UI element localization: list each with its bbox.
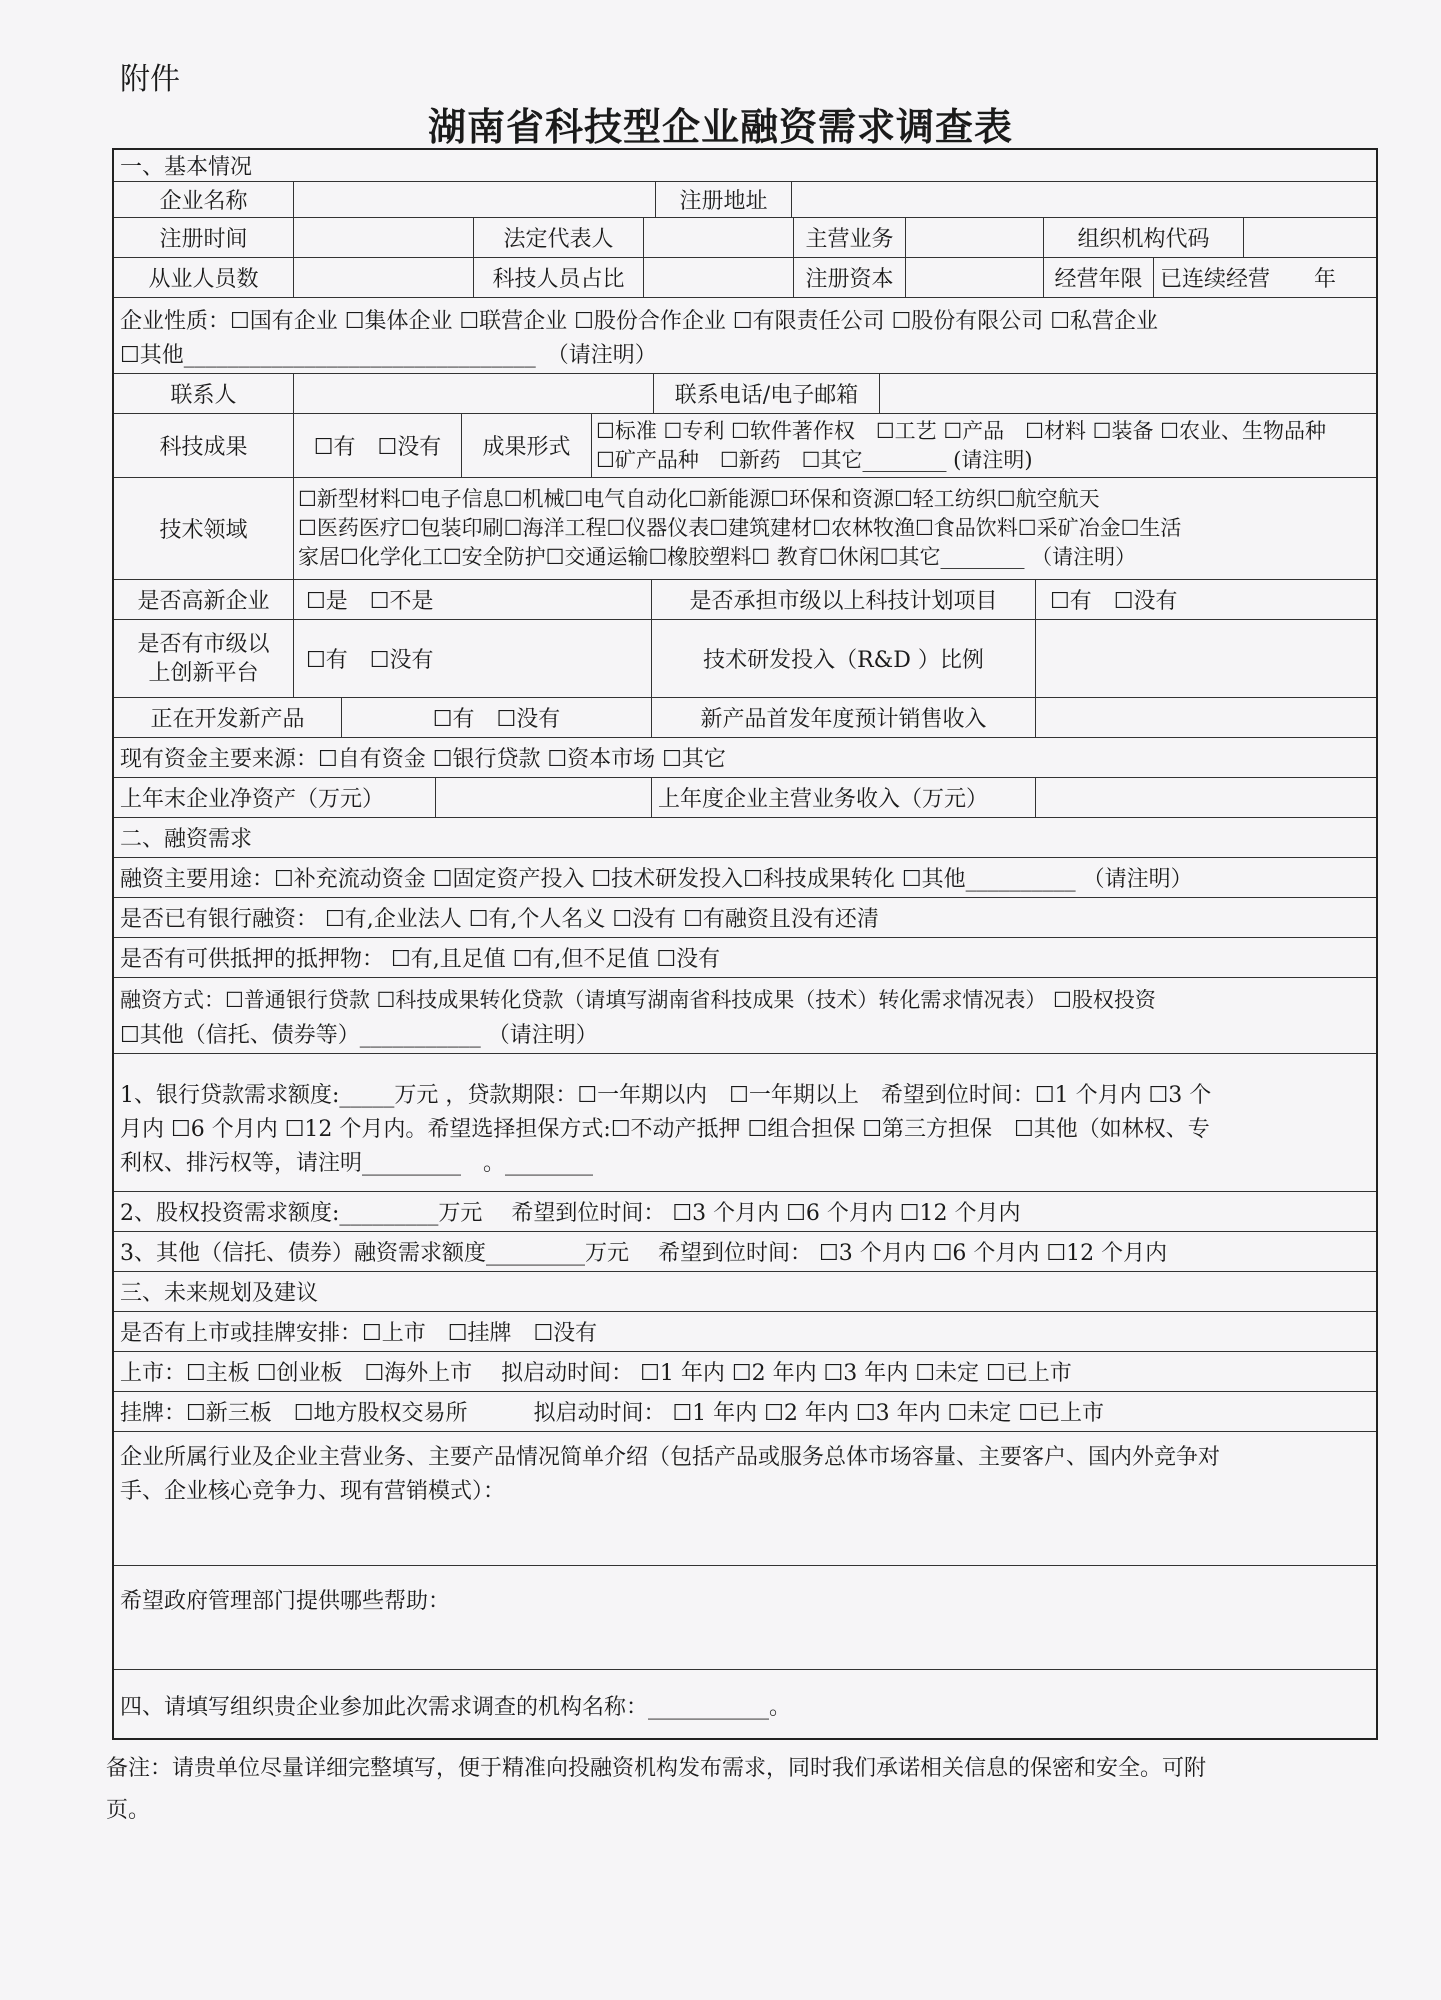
company-row [114, 182, 1376, 218]
reg-time-label: 注册时间 [114, 218, 294, 257]
other-financing-options[interactable]: 3、其他（信托、债券）融资需求额度_________万元 希望到位时间： ☐3 个月内 ☐6 个月内 ☐12 个月内 [120, 1241, 1168, 1266]
survey-form [112, 148, 1378, 1740]
listing-detail-row [114, 1352, 1376, 1392]
achievement-form-label: 成果形式 [462, 414, 592, 477]
high-tech-label: 是否高新企业 [114, 580, 294, 619]
main-revenue-field[interactable] [1036, 778, 1380, 817]
tech-staff-ratio-field[interactable] [644, 258, 794, 297]
achievement-form-options[interactable]: ☐标准 ☐专利 ☐软件著作权 ☐工艺 ☐产品 ☐材料 ☐装备 ☐农业、生物品种 ☐矿产品种 ☐新药 ☐其它________ (请注明) [596, 418, 1326, 472]
listing-options[interactable]: 是否有上市或挂牌安排：☐上市 ☐挂牌 ☐没有 [120, 1321, 598, 1346]
existing-financing-row [114, 898, 1376, 938]
tech-achievement-options[interactable]: ☐有 ☐没有 [294, 414, 462, 477]
new-product-label: 正在开发新产品 [114, 698, 342, 737]
usage-options[interactable]: 融资主要用途：☐补充流动资金 ☐固定资产投入 ☐技术研发投入☐科技成果转化 ☐其他__________ （请注明） [120, 867, 1193, 892]
bank-loan-line-1[interactable]: 1、银行贷款需求额度:_____万元 ，贷款期限：☐一年期以内 ☐一年期以上 希望到位时间：☐1 个月内 ☐3 个 [120, 1083, 1212, 1108]
years-field[interactable]: 已连续经营 年 [1160, 267, 1337, 292]
bank-loan-row [114, 1054, 1376, 1192]
intro-row [114, 1432, 1376, 1566]
bank-loan-line-2[interactable]: 月内 ☐6 个月内 ☐12 个月内。希望选择担保方式:☐不动产抵押 ☐组合担保 ☐第三方担保 ☐其他（如林权、专 [120, 1117, 1210, 1142]
section1-heading-row [114, 150, 1376, 182]
contact-label: 联系人 [114, 374, 294, 413]
platform-row [114, 620, 1376, 698]
tech-field-row [114, 478, 1376, 580]
rd-ratio-label: 技术研发投入（R&D ）比例 [652, 620, 1036, 697]
main-revenue-label: 上年度企业主营业务收入（万元） [652, 778, 1036, 817]
fund-source-options[interactable]: 现有资金主要来源：☐自有资金 ☐银行贷款 ☐资本市场 ☐其它 [120, 747, 726, 772]
new-product-options[interactable]: ☐有 ☐没有 [342, 698, 652, 737]
contact-phone-label: 联系电话/电子邮箱 [654, 374, 880, 413]
attachment-label: 附件 [120, 62, 180, 97]
reg-time-field[interactable] [294, 218, 474, 257]
new-product-sales-label: 新产品首发年度预计销售收入 [652, 698, 1036, 737]
existing-financing-options[interactable]: 是否已有银行融资： ☐有,企业法人 ☐有,个人名义 ☐没有 ☐有融资且没有还清 [120, 907, 879, 932]
equity-options[interactable]: 2、股权投资需求额度:_________万元 希望到位时间： ☐3 个月内 ☐6 个月内 ☐12 个月内 [120, 1201, 1021, 1226]
reg-address-label: 注册地址 [656, 182, 792, 217]
company-name-field[interactable] [294, 182, 656, 217]
org-code-label: 组织机构代码 [1044, 218, 1244, 257]
main-business-field[interactable] [906, 218, 1044, 257]
high-tech-row [114, 580, 1376, 620]
high-tech-options[interactable]: ☐是 ☐不是 [294, 580, 652, 619]
platform-options[interactable]: ☐有 ☐没有 [294, 620, 652, 697]
contact-row [114, 374, 1376, 414]
nature-options[interactable]: 企业性质：☐国有企业 ☐集体企业 ☐联营企业 ☐股份合作企业 ☐有限责任公司 ☐股份有限公司 ☐私营企业 [120, 309, 1159, 334]
footer-note-line-2: 页。 [106, 1798, 151, 1823]
nature-row [114, 298, 1376, 374]
help-row [114, 1566, 1376, 1670]
footer-note [106, 1748, 1376, 1832]
tech-staff-ratio-label: 科技人员占比 [474, 258, 644, 297]
footer-note-line-1: 备注：请贵单位尽量详细完整填写，便于精准向投融资机构发布需求，同时我们承诺相关信息的保密和安全。可附 [106, 1756, 1207, 1781]
section2-heading: 二、融资需求 [120, 827, 253, 852]
new-product-sales-field[interactable] [1036, 698, 1380, 737]
fund-source-row [114, 738, 1376, 778]
section4-row [114, 1670, 1376, 1740]
legal-rep-field[interactable] [644, 218, 794, 257]
method-other[interactable]: ☐其他（信托、债券等）___________ （请注明） [120, 1023, 598, 1048]
contact-phone-field[interactable] [880, 374, 1380, 413]
section3-heading-row [114, 1272, 1376, 1312]
board-detail-row [114, 1392, 1376, 1432]
org-code-field[interactable] [1244, 218, 1380, 257]
tech-field-options[interactable]: ☐新型材料☐电子信息☐机械☐电气自动化☐新能源☐环保和资源☐轻工纺织☐航空航天 ☐医药医疗☐包装印刷☐海洋工程☐仪器仪表☐建筑建材☐农林牧渔☐食品饮料☐采矿冶金☐生活 家居☐化学化工☐安全防护☐交通运输☐橡胶塑料☐ 教育☐休闲☐其它________ （请注明） [298, 487, 1182, 569]
board-detail-options[interactable]: 挂牌：☐新三板 ☐地方股权交易所 拟启动时间： ☐1 年内 ☐2 年内 ☐3 年内 ☐未定 ☐已上市 [120, 1401, 1104, 1426]
section3-heading: 三、未来规划及建议 [120, 1281, 319, 1306]
legal-rep-label: 法定代表人 [474, 218, 644, 257]
intro-line-2: 手、企业核心竞争力、现有营销模式）： [120, 1479, 506, 1504]
usage-row [114, 858, 1376, 898]
help-label: 希望政府管理部门提供哪些帮助： [120, 1589, 451, 1614]
listing-row [114, 1312, 1376, 1352]
listing-detail-options[interactable]: 上市：☐主板 ☐创业板 ☐海外上市 拟启动时间： ☐1 年内 ☐2 年内 ☐3 年内 ☐未定 ☐已上市 [120, 1361, 1072, 1386]
employees-row [114, 258, 1376, 298]
reg-address-field[interactable] [792, 182, 1380, 217]
tech-achievement-row [114, 414, 1376, 478]
new-product-row [114, 698, 1376, 738]
net-assets-field[interactable] [436, 778, 652, 817]
nature-other[interactable]: ☐其他________________________________ （请注明） [120, 343, 657, 368]
city-project-options[interactable]: ☐有 ☐没有 [1050, 589, 1178, 614]
collateral-row [114, 938, 1376, 978]
tech-achievement-label: 科技成果 [114, 414, 294, 477]
tech-field-label: 技术领域 [114, 478, 294, 579]
employees-field[interactable] [294, 258, 474, 297]
years-label: 经营年限 [1044, 258, 1154, 297]
intro-line-1: 企业所属行业及企业主营业务、主要产品情况简单介绍（包括产品或服务总体市场容量、主要客户、国内外竞争对 [120, 1445, 1221, 1470]
company-name-label: 企业名称 [114, 182, 294, 217]
city-project-label: 是否承担市级以上科技计划项目 [652, 580, 1036, 619]
equity-row [114, 1192, 1376, 1232]
platform-label: 是否有市级以 上创新平台 [114, 620, 294, 697]
main-business-label: 主营业务 [794, 218, 906, 257]
net-assets-row [114, 778, 1376, 818]
section1-heading: 一、基本情况 [120, 155, 253, 180]
page-title: 湖南省科技型企业融资需求调查表 [427, 104, 1013, 149]
method-row [114, 978, 1376, 1054]
rd-ratio-field[interactable] [1036, 620, 1380, 697]
contact-field[interactable] [294, 374, 654, 413]
bank-loan-line-3[interactable]: 利权、排污权等，请注明_________ 。________ [120, 1151, 594, 1176]
section4-line[interactable]: 四、请填写组织贵企业参加此次需求调查的机构名称：___________。 [120, 1694, 792, 1720]
other-financing-row [114, 1232, 1376, 1272]
collateral-options[interactable]: 是否有可供抵押的抵押物： ☐有,且足值 ☐有,但不足值 ☐没有 [120, 947, 721, 972]
section2-heading-row [114, 818, 1376, 858]
net-assets-label: 上年末企业净资产（万元） [114, 778, 436, 817]
method-options[interactable]: 融资方式：☐普通银行贷款 ☐科技成果转化贷款（请填写湖南省科技成果（技术）转化需求情况表） ☐股权投资 [120, 988, 1156, 1012]
reg-capital-field[interactable] [906, 258, 1044, 297]
employees-label: 从业人员数 [114, 258, 294, 297]
reg-capital-label: 注册资本 [794, 258, 906, 297]
reg-time-row [114, 218, 1376, 258]
